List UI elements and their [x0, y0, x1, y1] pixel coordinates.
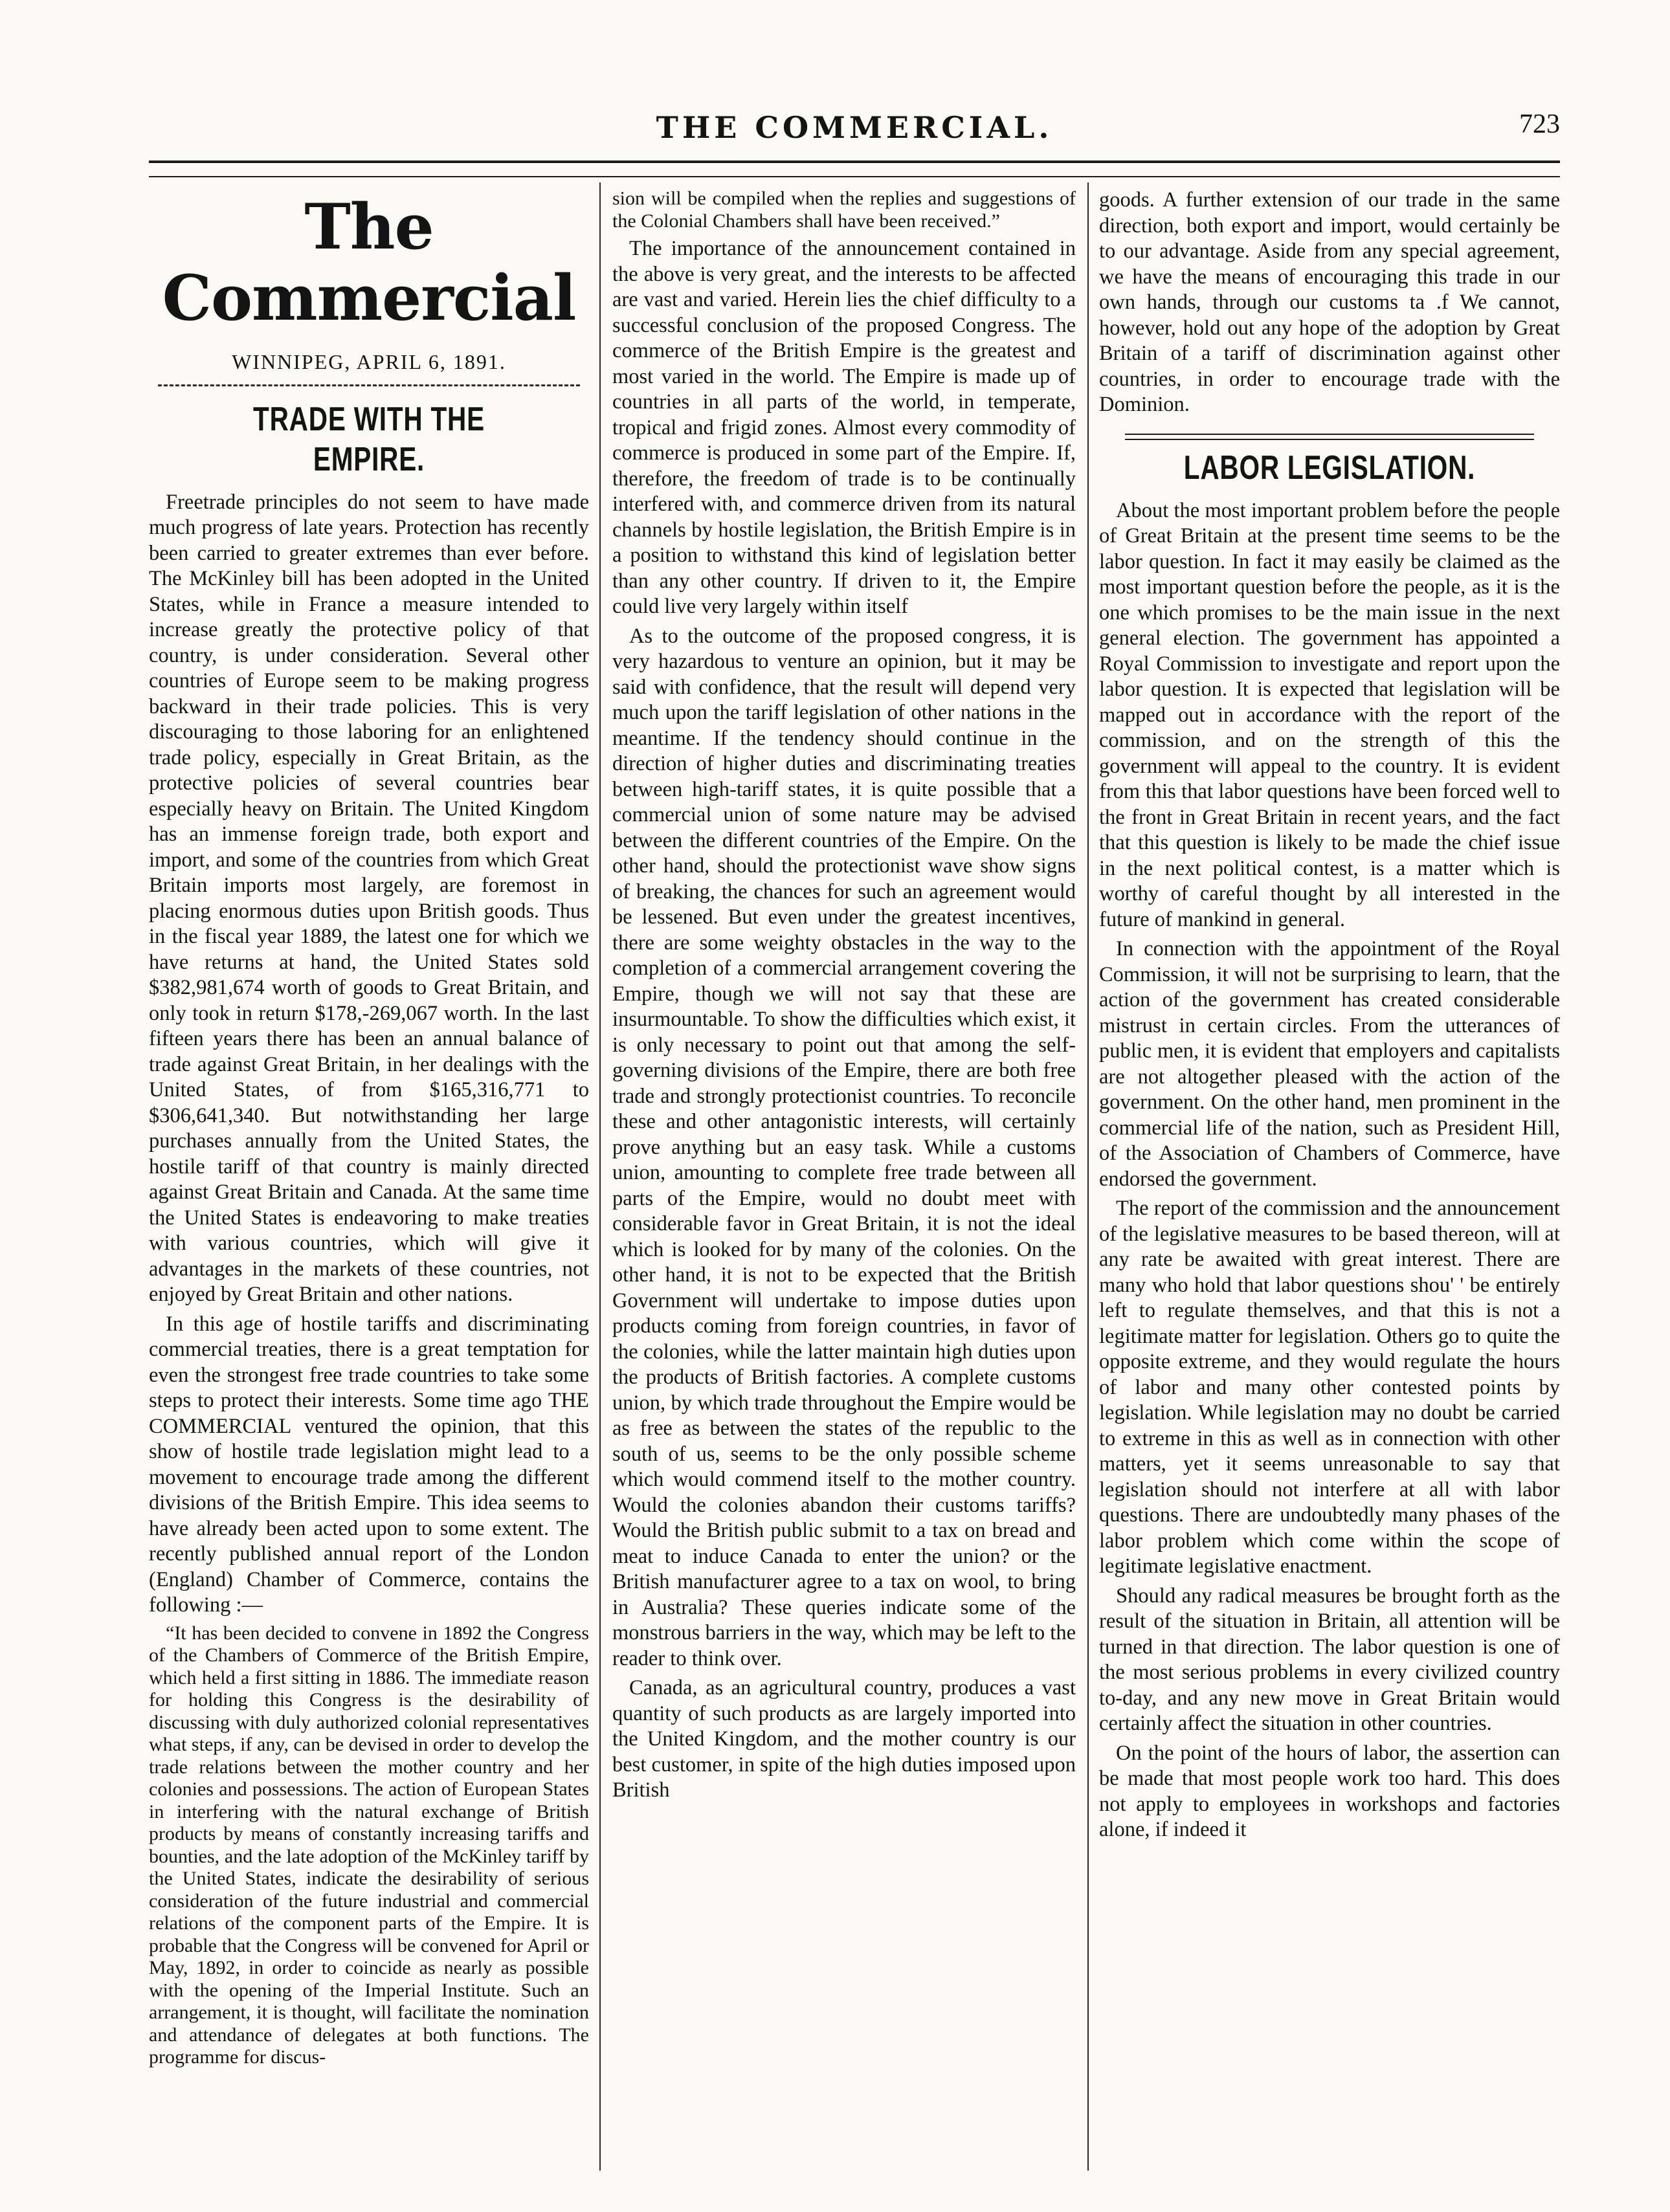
article-headline-labor: LABOR LEGISLATION.: [1183, 448, 1476, 487]
article-paragraph: As to the outcome of the proposed congress, it is very hazardous to venture an opinion, but it may be said with confidence, that the result will depend very much upon the tariff legislation of other nations in the meantime. If the tendency should continue in the direction of higher duties and discriminating treaties between high-tariff states, it is quite possible that a commercial union of some nature may be advised between the different countries of the Empire. On the other hand, should the protectionist wave show signs of breaking, the chances for such an agreement would be lessened. But even under the greatest incentives, there are some weighty obstacles in the way to the completion of a commercial arrangement covering the Empire, though we will not say that these are insurmountable. To show the difficulties which exist, it is only necessary to point out that among the self-governing divisions of the Empire, there are both free trade and strongly protectionist countries. To reconcile these and other antagonistic interests, will certainly prove anything but an easy task. While a customs union, amounting to complete free trade between all parts of the Empire, would no doubt meet with considerable favor in Great Britain, it is not the ideal which is looked for by many of the colonies. On the other hand, it is not to be expected that the British Government will undertake to impose duties upon products coming from foreign countries, in favor of the colonies, while the latter maintain high duties upon the products of British factories. A complete customs union, by which trade throughout the Empire would be as free as between the states of the republic to the south of us, seems to be the only possible scheme which would commend itself to the mother country. Would the colonies abandon their customs tariffs? Would the British public submit to a tax on bread and meat to induce Canada to enter the union? or the British manufacturer agree to a tax on wool, to bring in Australia? These queries indicate some of the monstrous barriers in the way, which may be left to the reader to think over.: [612, 624, 1076, 1670]
article-paragraph: On the point of the hours of labor, the assertion can be made that most people work too hard. This does not apply to employees in workshops and factories alone, if indeed it: [1099, 1741, 1560, 1841]
quoted-report: “It has been decided to convene in 1892 the Congress of the Chambers of Commerce of the British Empire, which held a first sitting in 1886. The immediate reason for holding this Congress is the desirability of discussing with duly authorized colonial representatives what steps, if any, can be devised in order to develop the trade relations between the mother country and her colonies and possessions. The action of European States in interfering with the natural exchange of British products by means of constantly increasing tariffs and bounties, and the late adoption of the McKinley tariff by the United States, indicate the desirability of serious consideration of the future industrial and commercial relations of the component parts of the Empire. It is probable that the Congress will be convened for April or May, 1892, in order to coincide as nearly as possible with the opening of the Imperial Institute. Such an arrangement, it is thought, will facilitate the nomination and attendance of delegates at both functions. The programme for discus-: [149, 1622, 589, 2068]
running-head: THE COMMERCIAL.: [656, 110, 1053, 145]
article-paragraph: In connection with the appointment of the Royal Commission, it will not be surprising to learn, that the action of the government has created considerable mistrust in certain circles. From the utterances of public men, it is evident that employers and capitalists are not altogether pleased with the action of the government. On the other hand, men prominent in the commercial life of the nation, such as President Hill, of the Association of Chambers of Commerce, have endorsed the government.: [1099, 937, 1560, 1191]
nameplate: The Commercial: [162, 190, 576, 335]
article-paragraph: In this age of hostile tariffs and discriminating commercial treaties, there is a great temptation for even the strongest free trade countries to take some steps to protect their interests. Some time ago THE COMMERCIAL ventured the opinion, that this show of hostile trade legislation might lead to a movement to encourage trade among the different divisions of the British Empire. This idea seems to have already been acted upon to some extent. The recently published annual report of the London (England) Chamber of Commerce, contains the following :—: [149, 1312, 589, 1617]
section-rule: [1125, 434, 1534, 440]
column-1: [149, 188, 589, 2174]
column-divider: [1087, 182, 1089, 2171]
column-3: [1099, 188, 1560, 2174]
article-paragraph: Canada, as an agricultural country, produces a vast quantity of such products as are largely imported into the United Kingdom, and the mother country is our best customer, in spite of the high duties imposed upon British: [612, 1676, 1076, 1802]
article-headline-trade: TRADE WITH THE EMPIRE.: [253, 400, 485, 478]
article-paragraph: The report of the commission and the announcement of the legislative measures to be based thereon, will at any rate be awaited with great interest. There are many who hold that labor questions shou' ' be entirely left to regulate themselves, and that this is not a legitimate matter for legislation. Others go to quite the opposite extreme, and they would regulate the hours of labor and many other contested points by legislation. While legislation may no doubt be carried to extreme in this as well as in connection with other matters, yet it seems unreasonable to say that legislation should not interfere at all with labor questions. There are undoubtedly many phases of the labor problem which come within the scope of legitimate legislative enactment.: [1099, 1197, 1560, 1578]
dateline: WINNIPEG, APRIL 6, 1891.: [232, 350, 506, 373]
page-header: [149, 110, 1560, 149]
article-paragraph: The importance of the announcement contained in the above is very great, and the interests to be affected are vast and varied. Herein lies the chief difficulty to a successful conclusion of the proposed Congress. The commerce of the British Empire is the greatest and most varied in the world. The Empire is made up of countries in all parts of the world, in temperate, tropical and frigid zones. Almost every commodity of commerce is produced in some part of the Empire. If, therefore, the freedom of trade is to be continually interfered with, and commerce driven from its natural channels by hostile legislation, the British Empire is in a position to withstand this kind of legislation better than any other country. If driven to it, the Empire could live very largely within itself: [612, 237, 1076, 618]
article-paragraph: About the most important problem before the people of Great Britain at the present time seems to be the labor question. In fact it may easily be claimed as the most important question before the people, as it is the one which promises to be the main issue in the next general election. The government has appointed a Royal Commission to investigate and report upon the labor question. It is expected that legislation will be mapped out in accordance with the report of the commission, and on the strength of this the government will appeal to the country. It is evident from this that labor questions have been forced well to the front in Great Britain in recent years, and the fact that this question is likely to be made the chief issue in the next political contest, is a matter which is worthy of careful thought by all interested in the future of mankind in general.: [1099, 498, 1560, 931]
article-paragraph: Freetrade principles do not seem to have made much progress of late years. Protection has recently been carried to greater extremes than ever before. The McKinley bill has been adopted in the United States, while in France a measure intended to increase greatly the protective policy of that country, is under consideration. Several other countries of Europe seem to be making progress backward in their trade policies. This is very discouraging to those laboring for an enlightened trade policy, especially in Great Britain, as the protective policies of several countries bear especially heavy on Britain. The United Kingdom has an immense foreign trade, both export and import, and some of the countries from which Great Britain imports most largely, are foremost in placing enormous duties upon British goods. Thus in the fiscal year 1889, the latest one for which we have returns at hand, the United States sold $382,981,674 worth of goods to Great Britain, and only took in return $178,-269,067 worth. In the last fifteen years there has been an annual balance of trade against Great Britain, in her dealings with the United States, of from $165,316,771 to $306,641,340. But notwithstanding her large purchases annually from the United States, the hostile tariff of that country is mainly directed against Great Britain and Canada. At the same time the United States is endeavoring to make treaties with various countries, which will give it advantages in the markets of these countries, not enjoyed by Great Britain and other nations.: [149, 490, 589, 1306]
quoted-report-continued: sion will be compiled when the replies and suggestions of the Colonial Chambers shall have been received.”: [612, 188, 1076, 232]
article-paragraph: goods. A further extension of our trade in the same direction, both export and import, would certainly be to our advantage. Aside from any special agreement, we have the means of encouraging this trade in our own hands, through our customs ta .f We cannot, however, hold out any hope of the adoption by Great Britain of a tariff of discrimination against other countries, in order to encourage trade with the Dominion.: [1099, 188, 1560, 416]
column-divider: [599, 182, 601, 2171]
header-rule: [149, 160, 1560, 177]
page-number: 723: [1519, 109, 1560, 139]
dateline-rule: [158, 384, 580, 386]
article-paragraph: Should any radical measures be brought forth as the result of the situation in Britain, all attention will be turned in that direction. The labor question is one of the most serious problems in every civilized country to-day, and any new move in Great Britain would certainly affect the situation in other countries.: [1099, 1584, 1560, 1735]
column-2: [612, 188, 1076, 2174]
